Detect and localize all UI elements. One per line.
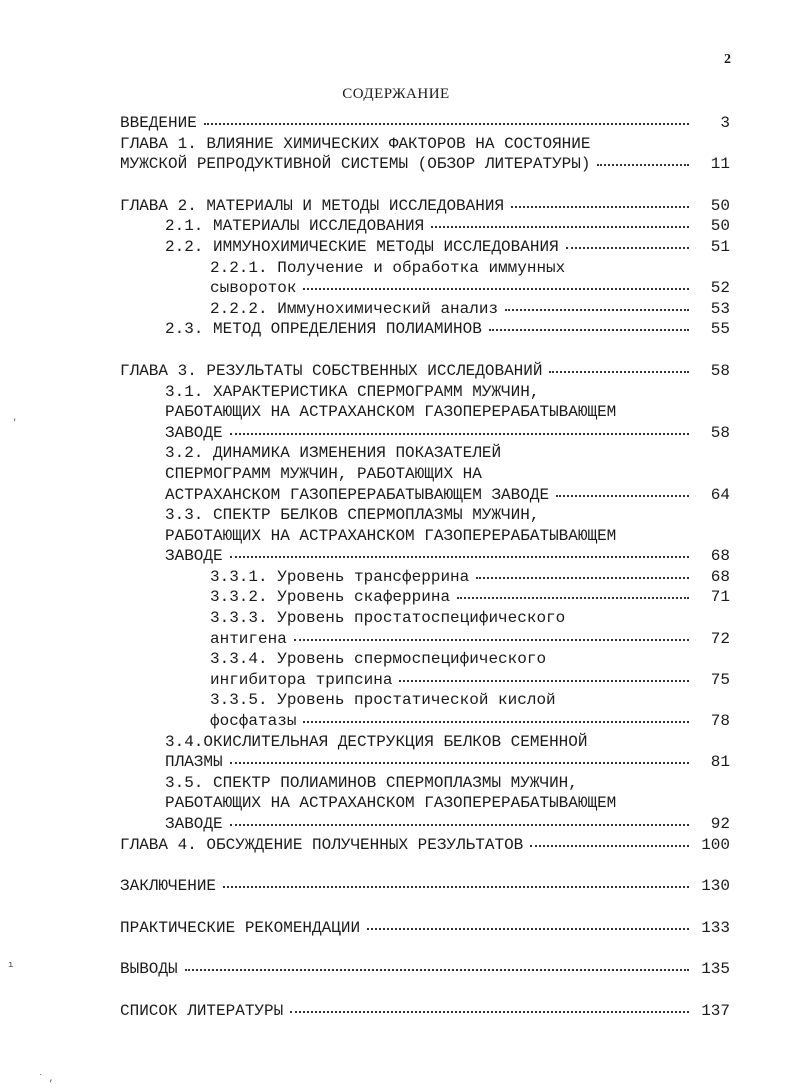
toc-entry-label: фосфатазы [210, 712, 297, 731]
toc-entry-3-5-cont[interactable] [120, 794, 730, 815]
toc-entry-label: сывороток [210, 279, 297, 298]
toc-entry-introduction[interactable] [120, 114, 730, 135]
toc-entry-label: 3.2. ДИНАМИКА ИЗМЕНЕНИЯ ПОКАЗАТЕЛЕЙ [165, 444, 502, 463]
toc-entry-label: ВВЕДЕНИЕ [120, 114, 197, 132]
toc-page-number: 92 [710, 815, 730, 833]
toc-entry-label: 2.3. МЕТОД ОПРЕДЕЛЕНИЯ ПОЛИАМИНОВ [165, 320, 482, 339]
toc-page-number: 130 [701, 877, 730, 896]
toc-entry-label: ЗАВОДЕ [165, 423, 223, 442]
toc-entry-label: СПИСОК ЛИТЕРАТУРЫ [120, 1001, 284, 1020]
toc-entry-label: ПЛАЗМЫ [165, 753, 223, 772]
dot-leader [399, 677, 689, 682]
toc-page-number: 53 [710, 299, 730, 318]
toc-page-number: 64 [710, 485, 730, 504]
toc-page-number: 72 [710, 629, 730, 648]
toc-page-number: 133 [701, 918, 730, 937]
toc-page-number: 50 [710, 217, 730, 236]
toc-page-number: 11 [710, 155, 730, 174]
toc-entry-label: РАБОТАЮЩИХ НА АСТРАХАНСКОМ ГАЗОПЕРЕРАБАТЫВАЮЩЕМ [165, 794, 617, 813]
dot-leader [185, 966, 689, 971]
toc-entry-label: 3.3.3. Уровень простатоспецифического [210, 609, 566, 628]
toc-page-number: 75 [710, 670, 730, 689]
toc-entry-2-3[interactable] [120, 320, 730, 341]
toc-entry-label: РАБОТАЮЩИХ НА АСТРАХАНСКОМ ГАЗОПЕРЕРАБАТЫВАЮЩЕМ [165, 403, 617, 422]
toc-entry-3-2-cont2[interactable] [120, 486, 730, 507]
toc-page-number: 55 [710, 320, 730, 339]
toc-page-number: 68 [710, 547, 730, 566]
toc-page-number: 81 [710, 753, 730, 772]
toc-entry-3-5[interactable] [120, 774, 730, 795]
toc-entry-findings[interactable] [120, 960, 730, 981]
toc-page-number: 52 [710, 279, 730, 298]
toc-entry-chapter-4[interactable] [120, 836, 730, 857]
toc-entry-label: МУЖСКОЙ РЕПРОДУКТИВНОЙ СИСТЕМЫ (ОБЗОР ЛИТЕРАТУРЫ) [120, 155, 591, 174]
toc-entry-label: 2.2. ИММУНОХИМИЧЕСКИЕ МЕТОДЫ ИССЛЕДОВАНИЯ [165, 237, 559, 256]
toc-entry-3-2[interactable] [120, 444, 730, 465]
toc-page-number: 58 [710, 423, 730, 442]
toc-entry-3-3-cont2[interactable] [120, 547, 730, 568]
toc-entry-label: ЗАКЛЮЧЕНИЕ [120, 877, 217, 896]
dot-leader [457, 594, 689, 599]
toc-entry-label: 3.4.ОКИСЛИТЕЛЬНАЯ ДЕСТРУКЦИЯ БЕЛКОВ СЕМЕННОЙ [165, 732, 588, 751]
page-title: СОДЕРЖАНИЕ [342, 86, 450, 102]
toc-entry-label: 3.3.4. Уровень спермоспецифического [210, 650, 547, 669]
toc-page-number: 135 [701, 960, 730, 979]
toc-entry-label: ЗАВОДЕ [165, 815, 223, 833]
toc-page-number: 58 [710, 361, 730, 380]
toc-entry-2-2-1[interactable] [120, 259, 730, 280]
toc-entry-label: 3.3.5. Уровень простатической кислой [210, 691, 556, 710]
dot-leader [476, 574, 689, 579]
toc-page-number: 51 [710, 237, 730, 256]
toc-page-number: 50 [710, 196, 730, 215]
toc-entry-conclusion[interactable] [120, 877, 730, 898]
toc-entry-3-3-cont[interactable] [120, 527, 730, 548]
dot-leader [566, 244, 689, 249]
table-of-contents [120, 114, 730, 1023]
toc-entry-3-5-cont2[interactable] [120, 815, 730, 836]
toc-page-number: 3 [720, 114, 730, 132]
toc-entry-3-3-5[interactable] [120, 691, 730, 712]
dot-leader [294, 636, 689, 641]
toc-entry-label: 3.3.1. Уровень трансферрина [210, 567, 470, 586]
toc-entry-recommendations[interactable] [120, 919, 730, 940]
toc-entry-3-3-5-cont[interactable] [120, 712, 730, 733]
toc-page-number: 68 [710, 567, 730, 586]
toc-entry-label: 2.2.2. Иммунохимический анализ [210, 299, 499, 318]
dot-leader [223, 883, 689, 888]
toc-entry-label: ингибитора трипсина [210, 670, 393, 689]
toc-entry-3-3-4-cont[interactable] [120, 671, 730, 692]
dot-leader [431, 223, 689, 228]
dot-leader [511, 203, 689, 208]
toc-entry-3-1-cont[interactable] [120, 403, 730, 424]
toc-entry-2-2-2[interactable] [120, 300, 730, 321]
dot-leader [290, 1008, 689, 1013]
dot-leader [530, 842, 689, 847]
page-number: 2 [724, 52, 731, 67]
dot-leader [204, 120, 689, 125]
dot-leader [556, 492, 689, 497]
dot-leader [230, 759, 689, 764]
toc-entry-2-1[interactable] [120, 217, 730, 238]
toc-page-number: 137 [701, 1001, 730, 1020]
toc-entry-3-3[interactable] [120, 506, 730, 527]
toc-entry-2-2[interactable] [120, 238, 730, 259]
dot-leader [230, 553, 689, 558]
dot-leader [549, 368, 689, 373]
toc-entry-2-2-1-cont[interactable] [120, 279, 730, 300]
toc-entry-label: 3.1. ХАРАКТЕРИСТИКА СПЕРМОГРАММ МУЖЧИН, [165, 382, 540, 401]
toc-entry-label: ГЛАВА 1. ВЛИЯНИЕ ХИМИЧЕСКИХ ФАКТОРОВ НА СОСТОЯНИЕ [120, 134, 591, 153]
toc-entry-label: ГЛАВА 2. МАТЕРИАЛЫ И МЕТОДЫ ИССЛЕДОВАНИЯ [120, 196, 505, 215]
toc-entry-label: 3.3. СПЕКТР БЕЛКОВ СПЕРМОПЛАЗМЫ МУЖЧИН, [165, 506, 540, 525]
scan-speck: ˙ , [38, 1074, 55, 1084]
toc-entry-label: 2.2.1. Получение и обработка иммунных [210, 258, 566, 277]
toc-entry-3-3-3-cont[interactable] [120, 630, 730, 651]
toc-entry-label: антигена [210, 629, 287, 648]
dot-leader [303, 718, 689, 723]
toc-page-number: 71 [710, 588, 730, 607]
toc-entry-3-2-cont[interactable] [120, 465, 730, 486]
toc-entry-3-1-cont2[interactable] [120, 424, 730, 445]
dot-leader [367, 925, 689, 930]
toc-entry-label: ГЛАВА 4. ОБСУЖДЕНИЕ ПОЛУЧЕННЫХ РЕЗУЛЬТАТОВ [120, 835, 524, 854]
toc-entry-label: ПРАКТИЧЕСКИЕ РЕКОМЕНДАЦИИ [120, 918, 361, 937]
toc-entry-3-3-2[interactable] [120, 588, 730, 609]
toc-entry-3-3-3[interactable] [120, 609, 730, 630]
scan-speck: ı [8, 960, 14, 970]
toc-entry-references[interactable] [120, 1002, 730, 1023]
toc-entry-chapter-3[interactable] [120, 362, 730, 383]
toc-entry-3-3-4[interactable] [120, 650, 730, 671]
toc-entry-chapter-1[interactable] [120, 135, 730, 156]
toc-entry-label: ЗАВОДЕ [165, 547, 223, 566]
toc-entry-label: АСТРАХАНСКОМ ГАЗОПЕРЕРАБАТЫВАЮЩЕМ ЗАВОДЕ [165, 485, 550, 504]
dot-leader [597, 161, 689, 166]
toc-entry-label: 3.5. СПЕКТР ПОЛИАМИНОВ СПЕРМОПЛАЗМЫ МУЖЧИН, [165, 773, 578, 792]
toc-entry-label: РАБОТАЮЩИХ НА АСТРАХАНСКОМ ГАЗОПЕРЕРАБАТЫВАЮЩЕМ [165, 526, 617, 545]
dot-leader [230, 430, 689, 435]
toc-entry-label: СПЕРМОГРАММ МУЖЧИН, РАБОТАЮЩИХ НА [165, 464, 482, 483]
toc-entry-label: 2.1. МАТЕРИАЛЫ ИССЛЕДОВАНИЯ [165, 217, 425, 236]
toc-entry-3-1[interactable] [120, 383, 730, 404]
dot-leader [230, 821, 689, 826]
toc-entry-3-3-1[interactable] [120, 568, 730, 589]
toc-entry-chapter-1-cont[interactable] [120, 155, 730, 176]
scan-speck: ' [12, 418, 18, 428]
dot-leader [489, 326, 689, 331]
dot-leader [303, 285, 689, 290]
toc-entry-label: ВЫВОДЫ [120, 960, 178, 979]
toc-entry-3-4[interactable] [120, 733, 730, 754]
dot-leader [505, 306, 689, 311]
toc-page-number: 78 [710, 712, 730, 731]
toc-entry-chapter-2[interactable] [120, 197, 730, 218]
toc-entry-label: 3.3.2. Уровень скаферрина [210, 588, 451, 607]
toc-entry-label: ГЛАВА 3. РЕЗУЛЬТАТЫ СОБСТВЕННЫХ ИССЛЕДОВАНИЙ [120, 361, 543, 380]
toc-entry-3-4-cont[interactable] [120, 753, 730, 774]
toc-page-number: 100 [701, 835, 730, 854]
